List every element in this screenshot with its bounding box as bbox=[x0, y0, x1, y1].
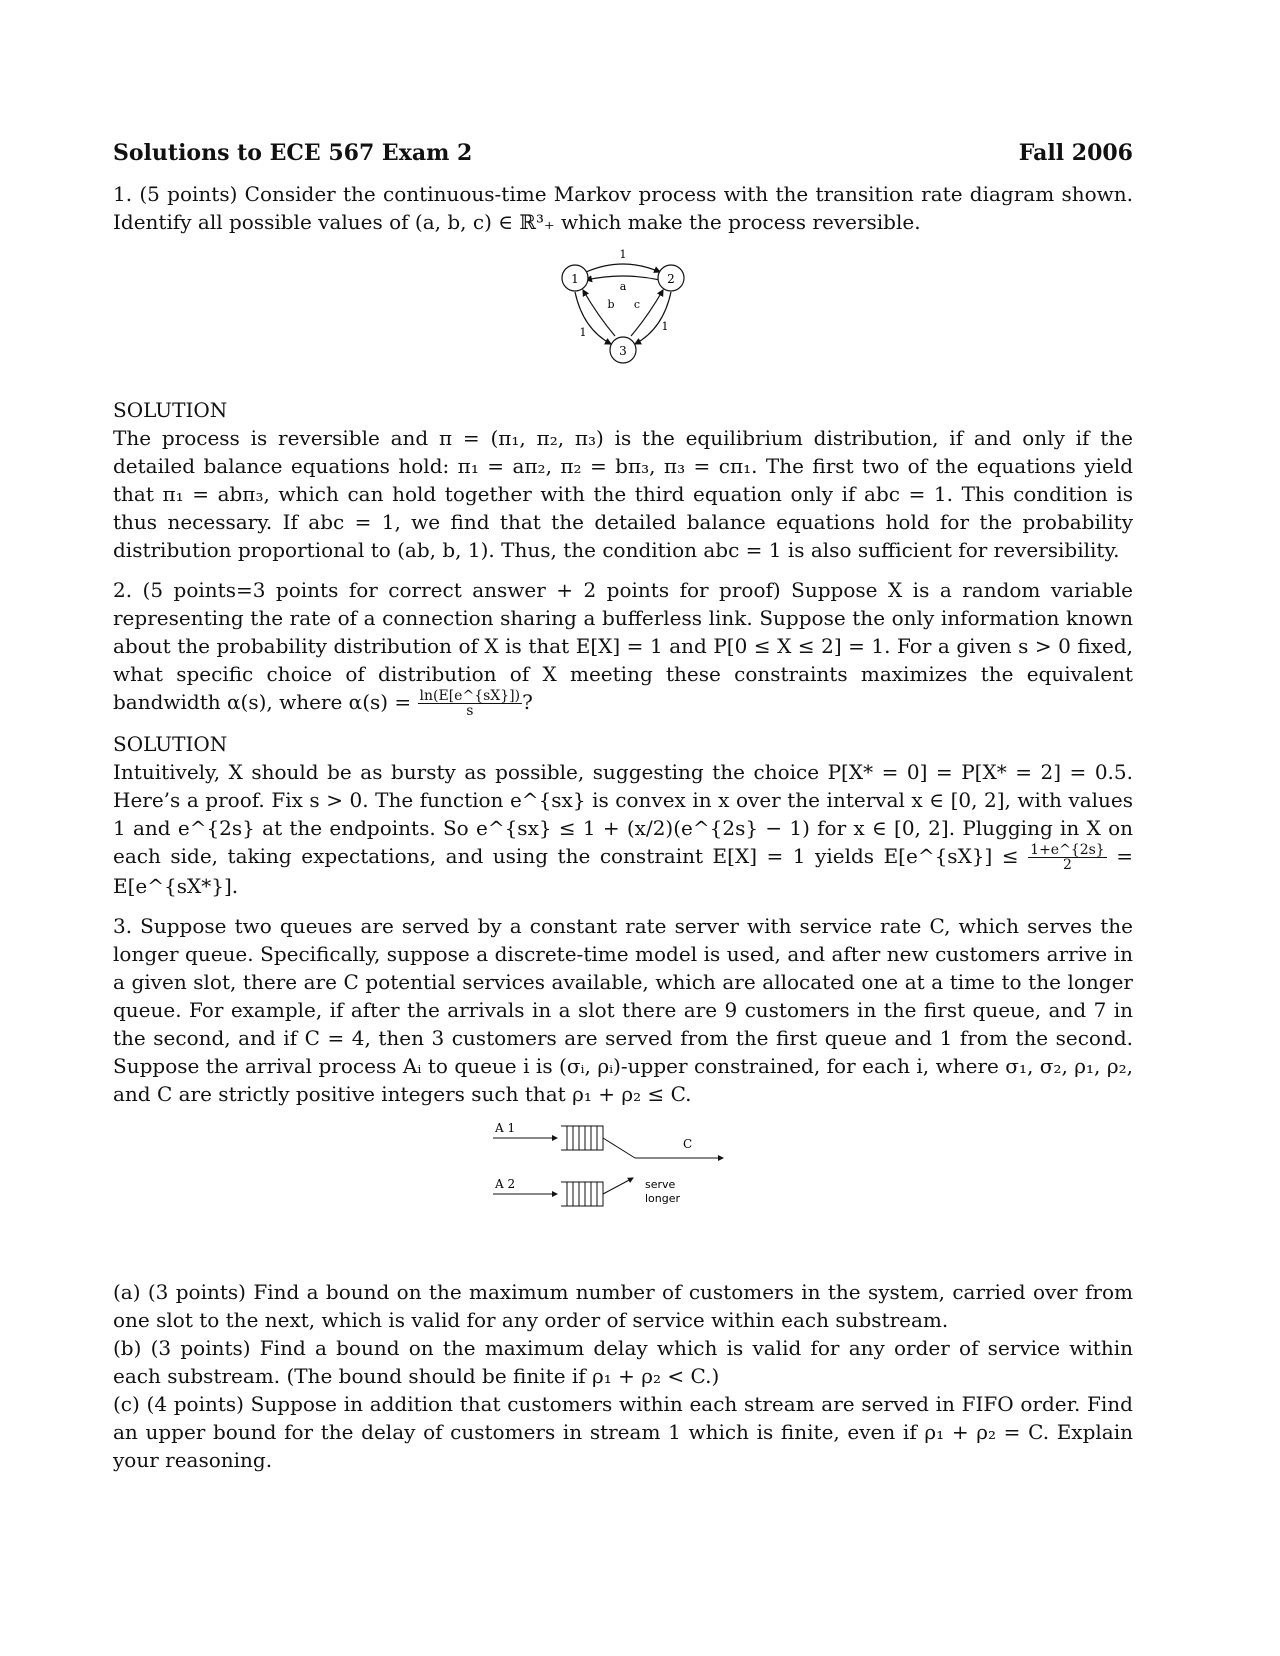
q1-prompt: 1. (5 points) Consider the continuous-time Markov process with the transition rate diagram shown. Identify all possible values of (a, b, c) ∈ ℝ³₊ which make the process reversible. bbox=[113, 182, 1133, 234]
alpha-fraction-num: ln(E[e^{sX}]) bbox=[419, 688, 521, 704]
edge-label-top: 1 bbox=[619, 248, 627, 261]
serve-label-line2: longer bbox=[645, 1192, 681, 1205]
arrival-a1-label: A 1 bbox=[495, 1121, 516, 1135]
q1-solution-heading: SOLUTION bbox=[113, 398, 228, 422]
edge-label-b: b bbox=[607, 298, 615, 311]
page-title: Solutions to ECE 567 Exam 2 bbox=[113, 140, 473, 166]
term-label: Fall 2006 bbox=[1018, 140, 1133, 166]
edge-label-left: 1 bbox=[579, 326, 587, 339]
q2-solution bbox=[113, 758, 1133, 900]
q3-part-a: (a) (3 points) Find a bound on the maximum number of customers in the system, carried over from one slot to the next, which is valid for any order of service within each substream. bbox=[113, 1280, 1133, 1332]
q3-part-c: (c) (4 points) Suppose in addition that customers within each stream are served in FIFO order. Find an upper bound for the delay of customers in stream 1 which is finite, even if ρ₁ + ρ₂ = C. Explain your reasoning. bbox=[113, 1392, 1133, 1472]
node-2-label: 2 bbox=[667, 272, 675, 286]
alpha-fraction bbox=[418, 689, 523, 718]
bound-fraction-den: 2 bbox=[1062, 857, 1072, 873]
queue-1-output bbox=[603, 1138, 635, 1158]
queue-diagram bbox=[113, 1108, 1133, 1278]
alpha-fraction-den: s bbox=[466, 703, 474, 719]
edge-3-to-2 bbox=[631, 290, 663, 336]
edge-label-right: 1 bbox=[661, 320, 669, 333]
markov-diagram-svg bbox=[553, 244, 693, 394]
node-3-label: 3 bbox=[619, 344, 627, 358]
edge-2-to-3 bbox=[635, 292, 671, 344]
q3-part-b: (b) (3 points) Find a bound on the maximum delay which is valid for any order of service within each substream. (The bound should be finite if ρ₁ + ρ₂ < C.) bbox=[113, 1336, 1133, 1388]
q2-prompt bbox=[113, 576, 1133, 718]
q2-solution-b: = E[e^{sX*}]. bbox=[113, 844, 1134, 898]
q2-solution-heading: SOLUTION bbox=[113, 732, 228, 756]
edge-label-a: a bbox=[619, 280, 627, 293]
q1-solution: The process is reversible and π = (π₁, π₂, π₃) is the equilibrium distribution, if and only if the detailed balance equations hold: π₁ = aπ₂, π₂ = bπ₃, π₃ = cπ₁. The first two of the equations yield that π₁ = abπ₃, which can hold together with the third equation only if abc = 1. This condition is thus necessary. If abc = 1, we find that the detailed balance equations hold for the probability distribution proportional to (ab, b, 1). Thus, the condition abc = 1 is also sufficient for reversibility. bbox=[113, 426, 1133, 562]
page-header bbox=[113, 140, 1133, 180]
bound-fraction bbox=[1028, 843, 1107, 872]
arrival-a2-label: A 2 bbox=[495, 1177, 516, 1191]
q2-prompt-end: ? bbox=[522, 690, 533, 714]
exam-page bbox=[113, 140, 1133, 1474]
server-rate-label: C bbox=[683, 1137, 693, 1151]
q3-prompt: 3. Suppose two queues are served by a constant rate server with service rate C, which serves the longer queue. Specifically, suppose a discrete-time model is used, and after new customers arrive in a given slot, there are C potential services available, which are allocated one at a time to the longer queue. For example, if after the arrivals in a slot there are 9 customers in the first queue, and 7 in the second, and if C = 4, then 3 customers are served from the first queue and 1 from the second. Suppose the arrival process Aᵢ to queue i is (σᵢ, ρᵢ)-upper constrained, for each i, where σ₁, σ₂, ρ₁, ρ₂, and C are strictly positive integers such that ρ₁ + ρ₂ ≤ C. bbox=[113, 914, 1133, 1106]
edge-1-to-2 bbox=[586, 264, 660, 272]
edge-3-to-1 bbox=[583, 290, 615, 336]
node-1-label: 1 bbox=[571, 272, 579, 286]
q2-solution-a: Intuitively, X should be as bursty as possible, suggesting the choice P[X* = 0] = P[X* = 2] = 0.5. Here’s a proof. Fix s > 0. The function e^{sx} is convex in x over the interval x ∈ [0, 2], with values 1 and e^{2s} at the endpoints. So e^{sx} ≤ 1 + (x/2)(e^{2s} − 1) for x ∈ [0, 2]. Plugging in X on each side, taking expectations, and using the constraint E[X] = 1 yields E[e^{sX}] ≤ bbox=[113, 760, 1133, 868]
bound-fraction-num: 1+e^{2s} bbox=[1030, 842, 1105, 858]
markov-diagram bbox=[113, 236, 1133, 396]
edge-label-c: c bbox=[633, 298, 641, 311]
queue-1 bbox=[561, 1126, 603, 1150]
serve-label-line1: serve bbox=[645, 1178, 676, 1191]
q2-prompt-main: 2. (5 points=3 points for correct answer + 2 points for proof) Suppose X is a random variable representing the rate of a connection sharing a bufferless link. Suppose the only information known about the probability distribution of X is that E[X] = 1 and P[0 ≤ X ≤ 2] = 1. For a given s > 0 fixed, what specific choice of distribution of X meeting these constraints maximizes the equivalent bandwidth α(s), where α(s) = bbox=[113, 578, 1133, 714]
server-switch-arrow bbox=[603, 1178, 633, 1194]
queue-2 bbox=[561, 1182, 603, 1206]
queue-diagram-svg bbox=[493, 1118, 753, 1228]
